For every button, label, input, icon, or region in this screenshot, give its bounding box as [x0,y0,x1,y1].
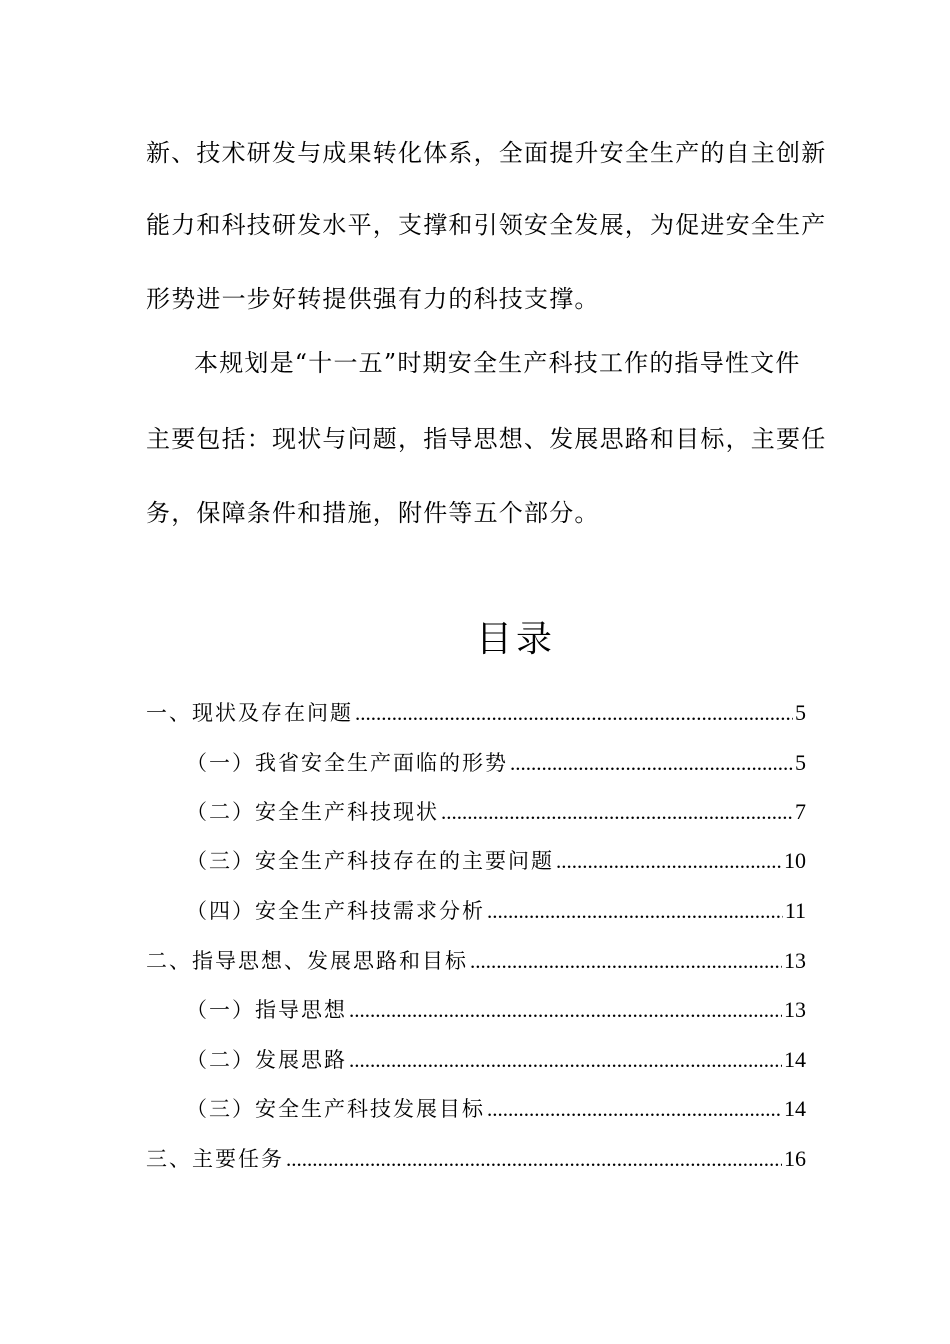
toc-entry[interactable] [186,995,806,1025]
paragraph-line: 能力和科技研发水平，支撑和引领安全发展，为促进安全生产 [146,211,827,239]
toc-leader-dots [487,1094,782,1124]
toc-entry-label: （三）安全生产科技存在的主要问题 [186,849,554,873]
paragraph-line: 形势进一步好转提供强有力的科技支撑。 [146,285,600,313]
toc-entry[interactable] [186,896,806,926]
toc-leader-dots [441,797,793,827]
toc-entry-page: 14 [784,1047,806,1072]
toc-entry-page: 5 [795,700,806,725]
toc-entry-page: 7 [795,799,806,824]
toc-leader-dots [510,748,793,778]
paragraph-line: 务，保障条件和措施，附件等五个部分。 [146,499,600,527]
toc-leader-dots [470,946,782,976]
toc-leader-dots [349,1045,782,1075]
toc-entry[interactable] [186,846,806,876]
toc-entry-page: 11 [784,898,806,923]
toc-entry-page: 10 [784,848,806,873]
toc-entry-label: 一、现状及存在问题 [146,701,353,725]
toc-entry-label: （四）安全生产科技需求分析 [186,899,485,923]
toc-leader-dots [487,896,783,926]
toc-entry-label: 三、主要任务 [146,1147,284,1171]
toc-entry-page: 13 [784,997,806,1022]
toc-entry[interactable] [186,748,806,778]
paragraph-line: 本规划是“十一五”时期安全生产科技工作的指导性文件 [194,349,801,377]
toc-entry[interactable] [146,1144,806,1174]
toc-leader-dots [349,995,782,1025]
toc-title: 目录 [475,619,556,660]
toc-entry-label: （一）指导思想 [186,998,347,1022]
toc-entry-page: 14 [784,1096,806,1121]
toc-entry-page: 13 [784,948,806,973]
toc-entry-page: 5 [795,750,806,775]
toc-leader-dots [355,698,793,728]
toc-entry-label: （三）安全生产科技发展目标 [186,1097,485,1121]
toc-entry[interactable] [186,1045,806,1075]
toc-entry-label: 二、指导思想、发展思路和目标 [146,949,468,973]
paragraph-line: 新、技术研发与成果转化体系，全面提升安全生产的自主创新 [146,139,827,167]
toc-entry-label: （二）发展思路 [186,1048,347,1072]
toc-leader-dots [286,1144,782,1174]
toc-entry-page: 16 [784,1146,806,1171]
toc-entry[interactable] [186,797,806,827]
toc-entry-label: （一）我省安全生产面临的形势 [186,751,508,775]
toc-entry[interactable] [186,1094,806,1124]
toc-entry-label: （二）安全生产科技现状 [186,800,439,824]
paragraph-line: 主要包括：现状与问题，指导思想、发展思路和目标，主要任 [146,425,827,453]
toc-entry[interactable] [146,946,806,976]
toc-entry[interactable] [146,698,806,728]
toc-leader-dots [556,846,782,876]
